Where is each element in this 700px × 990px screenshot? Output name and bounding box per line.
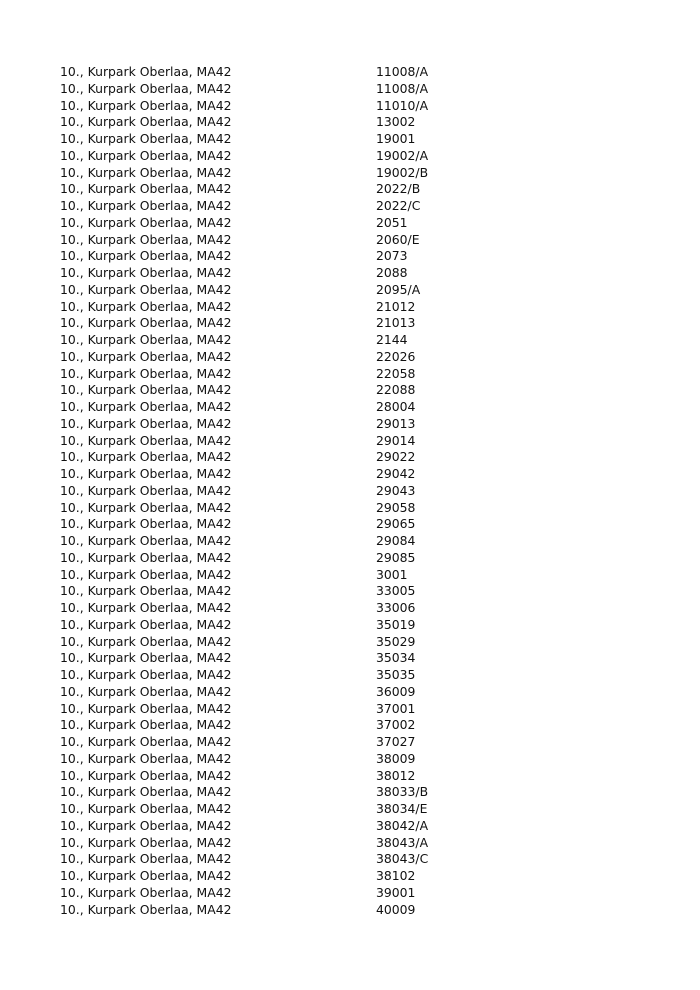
code-cell: 37027 <box>376 734 416 749</box>
location-cell: 10., Kurpark Oberlaa, MA42 <box>60 549 232 565</box>
table-row <box>60 299 620 316</box>
code-cell: 38034/E <box>376 801 428 816</box>
location-cell: 10., Kurpark Oberlaa, MA42 <box>60 365 232 381</box>
table-row <box>60 81 620 98</box>
table-row <box>60 634 620 651</box>
code-cell: 37002 <box>376 717 416 733</box>
table-row <box>60 516 620 533</box>
location-cell: 10., Kurpark Oberlaa, MA42 <box>60 432 232 448</box>
location-cell: 10., Kurpark Oberlaa, MA42 <box>60 281 232 297</box>
code-cell: 2144 <box>376 332 408 347</box>
location-cell: 10., Kurpark Oberlaa, MA42 <box>60 80 232 96</box>
table-row <box>60 600 620 617</box>
table-row <box>60 349 620 366</box>
code-cell: 21012 <box>376 298 416 314</box>
code-cell: 2051 <box>376 214 408 230</box>
table-row <box>60 851 620 868</box>
code-cell: 33006 <box>376 600 416 615</box>
table-row <box>60 315 620 332</box>
code-cell: 38102 <box>376 868 416 883</box>
location-cell: 10., Kurpark Oberlaa, MA42 <box>60 315 232 331</box>
location-cell: 10., Kurpark Oberlaa, MA42 <box>60 114 232 130</box>
table-row <box>60 500 620 517</box>
table-row <box>60 98 620 115</box>
location-cell: 10., Kurpark Oberlaa, MA42 <box>60 214 232 230</box>
table-row <box>60 433 620 450</box>
code-cell: 38043/A <box>376 834 429 850</box>
location-cell: 10., Kurpark Oberlaa, MA42 <box>60 348 232 364</box>
code-cell: 35035 <box>376 667 416 682</box>
table-row <box>60 684 620 701</box>
table-row <box>60 835 620 852</box>
code-cell: 2022/B <box>376 181 421 197</box>
location-cell: 10., Kurpark Oberlaa, MA42 <box>60 248 232 264</box>
code-cell: 21013 <box>376 315 416 331</box>
location-cell: 10., Kurpark Oberlaa, MA42 <box>60 332 232 347</box>
location-cell: 10., Kurpark Oberlaa, MA42 <box>60 231 232 247</box>
table-row <box>60 483 620 500</box>
location-cell: 10., Kurpark Oberlaa, MA42 <box>60 801 232 816</box>
table-row <box>60 332 620 349</box>
table-row <box>60 701 620 718</box>
location-cell: 10., Kurpark Oberlaa, MA42 <box>60 181 232 197</box>
location-cell: 10., Kurpark Oberlaa, MA42 <box>60 633 232 649</box>
location-cell: 10., Kurpark Oberlaa, MA42 <box>60 147 232 163</box>
code-cell: 40009 <box>376 901 416 917</box>
code-cell: 38009 <box>376 750 416 766</box>
code-cell: 19002/B <box>376 164 429 180</box>
table-row <box>60 232 620 249</box>
location-cell: 10., Kurpark Oberlaa, MA42 <box>60 650 232 666</box>
location-cell: 10., Kurpark Oberlaa, MA42 <box>60 399 232 414</box>
code-cell: 28004 <box>376 399 416 414</box>
location-cell: 10., Kurpark Oberlaa, MA42 <box>60 750 232 766</box>
table-row <box>60 902 620 919</box>
location-cell: 10., Kurpark Oberlaa, MA42 <box>60 499 232 515</box>
table-row <box>60 64 620 81</box>
table-row <box>60 734 620 751</box>
code-cell: 22058 <box>376 365 416 381</box>
location-cell: 10., Kurpark Oberlaa, MA42 <box>60 667 232 682</box>
code-cell: 2060/E <box>376 231 420 247</box>
code-cell: 38043/C <box>376 851 429 867</box>
table-row <box>60 399 620 416</box>
location-cell: 10., Kurpark Oberlaa, MA42 <box>60 868 232 883</box>
code-cell: 29042 <box>376 466 416 481</box>
table-row <box>60 784 620 801</box>
table-row <box>60 533 620 550</box>
location-cell: 10., Kurpark Oberlaa, MA42 <box>60 533 232 548</box>
location-cell: 10., Kurpark Oberlaa, MA42 <box>60 600 232 615</box>
table-row <box>60 717 620 734</box>
code-cell: 11008/A <box>376 80 429 96</box>
table-row <box>60 181 620 198</box>
table-row <box>60 768 620 785</box>
code-cell: 22088 <box>376 382 416 398</box>
table-row <box>60 382 620 399</box>
location-cell: 10., Kurpark Oberlaa, MA42 <box>60 265 232 280</box>
code-cell: 29058 <box>376 499 416 515</box>
code-cell: 38033/B <box>376 784 429 800</box>
code-cell: 11008/A <box>376 64 429 79</box>
table-row <box>60 667 620 684</box>
location-cell: 10., Kurpark Oberlaa, MA42 <box>60 382 232 398</box>
table-row <box>60 449 620 466</box>
code-cell: 2073 <box>376 248 408 264</box>
table-row <box>60 583 620 600</box>
code-cell: 35019 <box>376 616 416 632</box>
table-row <box>60 165 620 182</box>
code-cell: 37001 <box>376 700 416 716</box>
location-cell: 10., Kurpark Oberlaa, MA42 <box>60 449 232 465</box>
table-row <box>60 416 620 433</box>
table-row <box>60 801 620 818</box>
code-cell: 29022 <box>376 449 416 465</box>
table-row <box>60 366 620 383</box>
code-cell: 29043 <box>376 482 416 498</box>
code-cell: 33005 <box>376 583 416 599</box>
code-cell: 19002/A <box>376 147 429 163</box>
location-cell: 10., Kurpark Oberlaa, MA42 <box>60 616 232 632</box>
location-cell: 10., Kurpark Oberlaa, MA42 <box>60 298 232 314</box>
code-cell: 36009 <box>376 683 416 699</box>
code-cell: 11010/A <box>376 97 429 113</box>
code-cell: 13002 <box>376 114 416 130</box>
location-cell: 10., Kurpark Oberlaa, MA42 <box>60 482 232 498</box>
code-cell: 29065 <box>376 516 416 532</box>
table-row <box>60 885 620 902</box>
table-row <box>60 868 620 885</box>
location-cell: 10., Kurpark Oberlaa, MA42 <box>60 884 232 900</box>
location-cell: 10., Kurpark Oberlaa, MA42 <box>60 583 232 599</box>
table-row <box>60 567 620 584</box>
table-row <box>60 198 620 215</box>
location-cell: 10., Kurpark Oberlaa, MA42 <box>60 817 232 833</box>
location-cell: 10., Kurpark Oberlaa, MA42 <box>60 784 232 800</box>
code-cell: 29013 <box>376 415 416 431</box>
code-cell: 2022/C <box>376 198 421 213</box>
table-row <box>60 650 620 667</box>
code-cell: 19001 <box>376 131 416 146</box>
location-cell: 10., Kurpark Oberlaa, MA42 <box>60 415 232 431</box>
table-row <box>60 818 620 835</box>
table-row <box>60 215 620 232</box>
code-cell: 38012 <box>376 767 416 783</box>
table-row <box>60 148 620 165</box>
location-cell: 10., Kurpark Oberlaa, MA42 <box>60 566 232 582</box>
location-cell: 10., Kurpark Oberlaa, MA42 <box>60 683 232 699</box>
code-cell: 2095/A <box>376 281 421 297</box>
location-cell: 10., Kurpark Oberlaa, MA42 <box>60 466 232 481</box>
code-cell: 35029 <box>376 633 416 649</box>
location-cell: 10., Kurpark Oberlaa, MA42 <box>60 834 232 850</box>
location-cell: 10., Kurpark Oberlaa, MA42 <box>60 198 232 213</box>
location-cell: 10., Kurpark Oberlaa, MA42 <box>60 901 232 917</box>
code-cell: 29014 <box>376 432 416 448</box>
location-cell: 10., Kurpark Oberlaa, MA42 <box>60 516 232 532</box>
code-cell: 29084 <box>376 533 416 548</box>
location-cell: 10., Kurpark Oberlaa, MA42 <box>60 717 232 733</box>
table-row <box>60 248 620 265</box>
code-cell: 29085 <box>376 549 416 565</box>
location-cell: 10., Kurpark Oberlaa, MA42 <box>60 97 232 113</box>
code-cell: 38042/A <box>376 817 429 833</box>
location-cell: 10., Kurpark Oberlaa, MA42 <box>60 734 232 749</box>
table-row <box>60 131 620 148</box>
table-row <box>60 282 620 299</box>
table-row <box>60 751 620 768</box>
table-row <box>60 466 620 483</box>
table-row <box>60 550 620 567</box>
table-row <box>60 114 620 131</box>
code-cell: 22026 <box>376 348 416 364</box>
location-cell: 10., Kurpark Oberlaa, MA42 <box>60 700 232 716</box>
location-cell: 10., Kurpark Oberlaa, MA42 <box>60 131 232 146</box>
code-cell: 2088 <box>376 265 408 280</box>
location-cell: 10., Kurpark Oberlaa, MA42 <box>60 164 232 180</box>
location-cell: 10., Kurpark Oberlaa, MA42 <box>60 851 232 867</box>
code-cell: 39001 <box>376 884 416 900</box>
record-list <box>60 64 620 918</box>
table-row <box>60 265 620 282</box>
location-cell: 10., Kurpark Oberlaa, MA42 <box>60 64 232 79</box>
location-cell: 10., Kurpark Oberlaa, MA42 <box>60 767 232 783</box>
table-row <box>60 617 620 634</box>
code-cell: 3001 <box>376 566 408 582</box>
code-cell: 35034 <box>376 650 416 666</box>
